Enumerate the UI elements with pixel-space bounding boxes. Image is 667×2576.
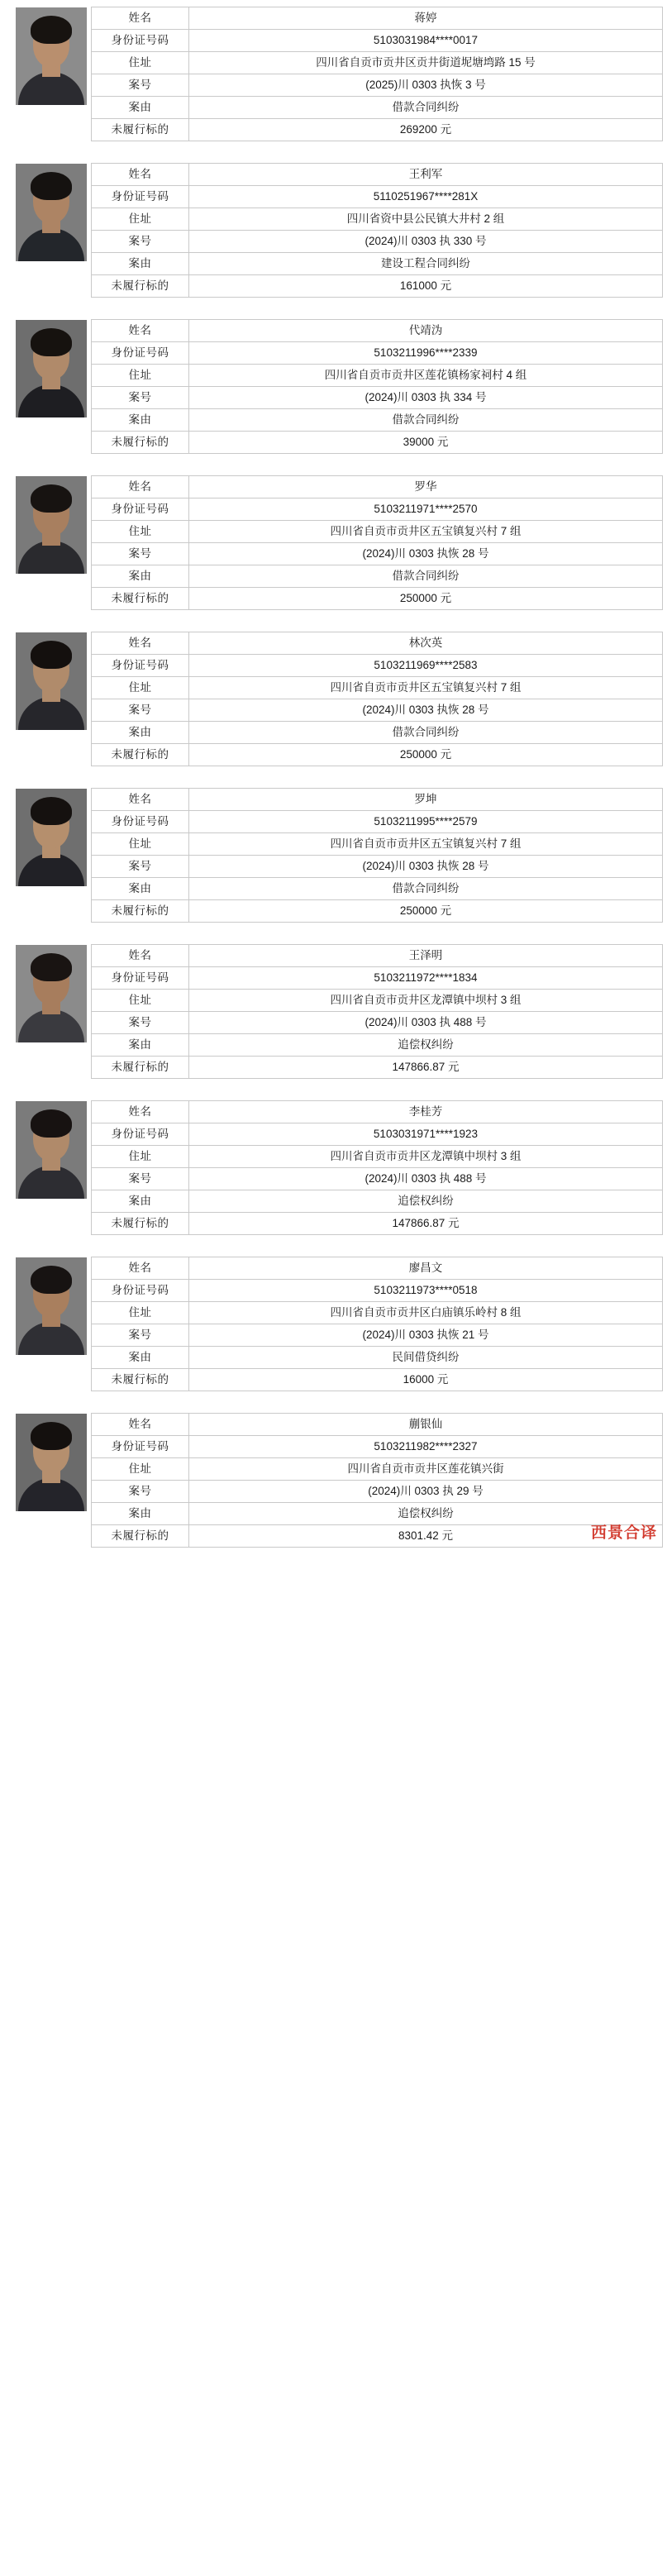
label-address: 住址 [92, 1146, 189, 1168]
label-name: 姓名 [92, 632, 189, 655]
value-case-number: (2024)川 0303 执 488 号 [189, 1012, 663, 1034]
label-address: 住址 [92, 208, 189, 231]
label-unfulfilled-amount: 未履行标的 [92, 432, 189, 454]
label-id-number: 身份证号码 [92, 342, 189, 365]
portrait-hair [31, 172, 72, 200]
label-case-number: 案号 [92, 1168, 189, 1190]
value-case-number: (2024)川 0303 执恢 21 号 [189, 1324, 663, 1347]
table-row [92, 744, 663, 766]
value-case-number: (2024)川 0303 执 29 号 [189, 1481, 663, 1503]
value-unfulfilled-amount: 147866.87 元 [189, 1213, 663, 1235]
value-address: 四川省自贡市贡井区龙潭镇中坝村 3 组 [189, 1146, 663, 1168]
label-unfulfilled-amount: 未履行标的 [92, 1369, 189, 1391]
value-case-reason: 借款合同纠纷 [189, 722, 663, 744]
value-case-number: (2024)川 0303 执 334 号 [189, 387, 663, 409]
table-row [92, 856, 663, 878]
value-address: 四川省自贡市贡井区贡井街道坭塘塆路 15 号 [189, 52, 663, 74]
value-unfulfilled-amount: 147866.87 元 [189, 1057, 663, 1079]
debtor-portrait [16, 7, 87, 105]
label-address: 住址 [92, 521, 189, 543]
value-unfulfilled-amount: 250000 元 [189, 900, 663, 923]
portrait-hair [31, 641, 72, 669]
debtor-info-table [91, 475, 663, 610]
value-case-reason: 追偿权纠纷 [189, 1503, 663, 1525]
debtor-info-table [91, 7, 663, 141]
table-row [92, 409, 663, 432]
value-case-reason: 建设工程合同纠纷 [189, 253, 663, 275]
debtor-entry [0, 632, 667, 766]
value-id-number: 5103211995****2579 [189, 811, 663, 833]
table-row [92, 1034, 663, 1057]
label-case-reason: 案由 [92, 878, 189, 900]
table-row [92, 677, 663, 699]
table-row [92, 565, 663, 588]
table-row [92, 543, 663, 565]
portrait-hair [31, 484, 72, 513]
label-case-number: 案号 [92, 699, 189, 722]
portrait-hair [31, 328, 72, 356]
portrait-hair [31, 16, 72, 44]
debtor-info-table [91, 632, 663, 766]
table-row [92, 1458, 663, 1481]
photo-cell [12, 475, 91, 574]
photo-cell [12, 944, 91, 1042]
debtor-info-table [91, 319, 663, 454]
debtor-info-table [91, 1413, 663, 1548]
debtor-entry [0, 788, 667, 923]
table-row [92, 432, 663, 454]
debtor-entry-list [0, 7, 667, 1548]
table-row [92, 1123, 663, 1146]
label-unfulfilled-amount: 未履行标的 [92, 1525, 189, 1548]
debtor-info-table [91, 1257, 663, 1391]
value-name: 王利军 [189, 164, 663, 186]
table-row [92, 655, 663, 677]
table-row [92, 1146, 663, 1168]
label-unfulfilled-amount: 未履行标的 [92, 900, 189, 923]
value-case-number: (2024)川 0303 执 330 号 [189, 231, 663, 253]
portrait-hair [31, 1266, 72, 1294]
label-id-number: 身份证号码 [92, 967, 189, 990]
debtor-portrait [16, 789, 87, 886]
table-row [92, 990, 663, 1012]
label-case-number: 案号 [92, 1012, 189, 1034]
table-row [92, 588, 663, 610]
debtor-portrait [16, 320, 87, 417]
value-name: 罗华 [189, 476, 663, 499]
table-row [92, 342, 663, 365]
table-row [92, 320, 663, 342]
photo-cell [12, 7, 91, 105]
table-row [92, 1347, 663, 1369]
table-row [92, 945, 663, 967]
label-unfulfilled-amount: 未履行标的 [92, 1057, 189, 1079]
table-row [92, 7, 663, 30]
table-row [92, 900, 663, 923]
table-row [92, 1257, 663, 1280]
label-case-reason: 案由 [92, 409, 189, 432]
value-id-number: 5103211973****0518 [189, 1280, 663, 1302]
label-name: 姓名 [92, 789, 189, 811]
value-case-reason: 民间借贷纠纷 [189, 1347, 663, 1369]
label-case-number: 案号 [92, 856, 189, 878]
label-unfulfilled-amount: 未履行标的 [92, 588, 189, 610]
table-row [92, 1190, 663, 1213]
label-id-number: 身份证号码 [92, 30, 189, 52]
value-id-number: 5103211969****2583 [189, 655, 663, 677]
photo-cell [12, 788, 91, 886]
value-name: 廖昌文 [189, 1257, 663, 1280]
table-row [92, 74, 663, 97]
value-address: 四川省自贡市贡井区白庙镇乐岭村 8 组 [189, 1302, 663, 1324]
value-unfulfilled-amount: 269200 元 [189, 119, 663, 141]
value-unfulfilled-amount: 250000 元 [189, 588, 663, 610]
label-id-number: 身份证号码 [92, 655, 189, 677]
table-row [92, 1213, 663, 1235]
value-address: 四川省自贡市贡井区龙潭镇中坝村 3 组 [189, 990, 663, 1012]
label-id-number: 身份证号码 [92, 811, 189, 833]
table-row [92, 1414, 663, 1436]
value-id-number: 5110251967****281X [189, 186, 663, 208]
label-id-number: 身份证号码 [92, 1280, 189, 1302]
label-case-number: 案号 [92, 231, 189, 253]
label-address: 住址 [92, 833, 189, 856]
label-id-number: 身份证号码 [92, 1436, 189, 1458]
table-row [92, 789, 663, 811]
label-name: 姓名 [92, 320, 189, 342]
label-address: 住址 [92, 1458, 189, 1481]
label-unfulfilled-amount: 未履行标的 [92, 275, 189, 298]
portrait-hair [31, 1422, 72, 1450]
table-row [92, 208, 663, 231]
table-row [92, 699, 663, 722]
value-id-number: 5103211971****2570 [189, 499, 663, 521]
table-row [92, 97, 663, 119]
table-row [92, 253, 663, 275]
table-row [92, 499, 663, 521]
label-unfulfilled-amount: 未履行标的 [92, 1213, 189, 1235]
table-row [92, 722, 663, 744]
table-row [92, 1369, 663, 1391]
value-address: 四川省自贡市贡井区五宝镇复兴村 7 组 [189, 833, 663, 856]
debtor-info-table [91, 944, 663, 1079]
label-case-number: 案号 [92, 1324, 189, 1347]
debtor-portrait [16, 632, 87, 730]
debtor-entry [0, 1257, 667, 1391]
value-name: 蒯银仙 [189, 1414, 663, 1436]
table-row [92, 1012, 663, 1034]
value-case-reason: 借款合同纠纷 [189, 565, 663, 588]
debtor-entry [0, 319, 667, 454]
debtor-info-table [91, 163, 663, 298]
portrait-hair [31, 797, 72, 825]
label-case-reason: 案由 [92, 1190, 189, 1213]
debtor-portrait [16, 945, 87, 1042]
value-name: 蒋婷 [189, 7, 663, 30]
debtor-portrait [16, 1257, 87, 1355]
table-row [92, 1503, 663, 1525]
portrait-hair [31, 953, 72, 981]
label-case-reason: 案由 [92, 1503, 189, 1525]
table-row [92, 1302, 663, 1324]
label-name: 姓名 [92, 476, 189, 499]
value-id-number: 5103211996****2339 [189, 342, 663, 365]
debtor-entry [0, 1100, 667, 1235]
label-address: 住址 [92, 365, 189, 387]
value-id-number: 5103211972****1834 [189, 967, 663, 990]
table-row [92, 476, 663, 499]
value-case-number: (2025)川 0303 执恢 3 号 [189, 74, 663, 97]
debtor-entry [0, 7, 667, 141]
label-unfulfilled-amount: 未履行标的 [92, 744, 189, 766]
label-name: 姓名 [92, 1101, 189, 1123]
label-name: 姓名 [92, 1257, 189, 1280]
value-address: 四川省自贡市贡井区五宝镇复兴村 7 组 [189, 521, 663, 543]
value-name: 罗坤 [189, 789, 663, 811]
table-row [92, 52, 663, 74]
debtor-portrait [16, 476, 87, 574]
table-row [92, 30, 663, 52]
watermark: 西景合译 [590, 1524, 657, 1542]
label-case-number: 案号 [92, 1481, 189, 1503]
photo-cell [12, 163, 91, 261]
table-row [92, 1324, 663, 1347]
label-name: 姓名 [92, 7, 189, 30]
table-row [92, 1436, 663, 1458]
table-row [92, 365, 663, 387]
label-name: 姓名 [92, 1414, 189, 1436]
label-id-number: 身份证号码 [92, 1123, 189, 1146]
table-row [92, 1101, 663, 1123]
table-row [92, 1525, 663, 1548]
value-case-number: (2024)川 0303 执恢 28 号 [189, 856, 663, 878]
value-case-reason: 借款合同纠纷 [189, 409, 663, 432]
value-unfulfilled-amount: 16000 元 [189, 1369, 663, 1391]
label-case-number: 案号 [92, 543, 189, 565]
table-row [92, 833, 663, 856]
value-case-number: (2024)川 0303 执恢 28 号 [189, 543, 663, 565]
debtor-portrait [16, 164, 87, 261]
table-row [92, 967, 663, 990]
table-row [92, 1481, 663, 1503]
value-address: 四川省资中县公民镇大井村 2 组 [189, 208, 663, 231]
debtor-info-table [91, 1100, 663, 1235]
debtor-info-table [91, 788, 663, 923]
value-name: 王泽明 [189, 945, 663, 967]
table-row [92, 186, 663, 208]
value-case-reason: 借款合同纠纷 [189, 878, 663, 900]
label-address: 住址 [92, 677, 189, 699]
value-name: 李桂芳 [189, 1101, 663, 1123]
value-unfulfilled-amount: 39000 元 [189, 432, 663, 454]
debtor-entry [0, 475, 667, 610]
label-case-number: 案号 [92, 74, 189, 97]
debtor-portrait [16, 1414, 87, 1511]
table-row [92, 119, 663, 141]
label-name: 姓名 [92, 164, 189, 186]
debtor-entry [0, 944, 667, 1079]
value-unfulfilled-amount: 250000 元 [189, 744, 663, 766]
table-row [92, 878, 663, 900]
label-id-number: 身份证号码 [92, 186, 189, 208]
label-address: 住址 [92, 990, 189, 1012]
value-id-number: 5103031984****0017 [189, 30, 663, 52]
table-row [92, 275, 663, 298]
label-name: 姓名 [92, 945, 189, 967]
label-address: 住址 [92, 1302, 189, 1324]
value-case-reason: 借款合同纠纷 [189, 97, 663, 119]
table-row [92, 164, 663, 186]
label-case-reason: 案由 [92, 722, 189, 744]
label-case-reason: 案由 [92, 97, 189, 119]
label-id-number: 身份证号码 [92, 499, 189, 521]
value-unfulfilled-amount: 8301.42 元 [189, 1525, 663, 1548]
value-address: 四川省自贡市贡井区莲花镇兴街 [189, 1458, 663, 1481]
table-row [92, 231, 663, 253]
label-case-reason: 案由 [92, 1034, 189, 1057]
label-case-reason: 案由 [92, 565, 189, 588]
debtor-entry [0, 163, 667, 298]
photo-cell [12, 632, 91, 730]
value-name: 林次英 [189, 632, 663, 655]
photo-cell [12, 1257, 91, 1355]
label-case-reason: 案由 [92, 1347, 189, 1369]
table-row [92, 1057, 663, 1079]
table-row [92, 387, 663, 409]
value-case-number: (2024)川 0303 执恢 28 号 [189, 699, 663, 722]
portrait-hair [31, 1109, 72, 1138]
table-row [92, 811, 663, 833]
table-row [92, 632, 663, 655]
table-row [92, 521, 663, 543]
label-unfulfilled-amount: 未履行标的 [92, 119, 189, 141]
value-case-reason: 追偿权纠纷 [189, 1034, 663, 1057]
label-case-number: 案号 [92, 387, 189, 409]
value-unfulfilled-amount: 161000 元 [189, 275, 663, 298]
value-id-number: 5103211982****2327 [189, 1436, 663, 1458]
value-address: 四川省自贡市贡井区五宝镇复兴村 7 组 [189, 677, 663, 699]
photo-cell [12, 1100, 91, 1199]
value-id-number: 5103031971****1923 [189, 1123, 663, 1146]
photo-cell [12, 319, 91, 417]
label-case-reason: 案由 [92, 253, 189, 275]
value-case-reason: 追偿权纠纷 [189, 1190, 663, 1213]
value-address: 四川省自贡市贡井区莲花镇杨家祠村 4 组 [189, 365, 663, 387]
debtor-entry [0, 1413, 667, 1548]
photo-cell [12, 1413, 91, 1511]
value-case-number: (2024)川 0303 执 488 号 [189, 1168, 663, 1190]
value-name: 代靖沩 [189, 320, 663, 342]
debtor-portrait [16, 1101, 87, 1199]
table-row [92, 1168, 663, 1190]
table-row [92, 1280, 663, 1302]
label-address: 住址 [92, 52, 189, 74]
